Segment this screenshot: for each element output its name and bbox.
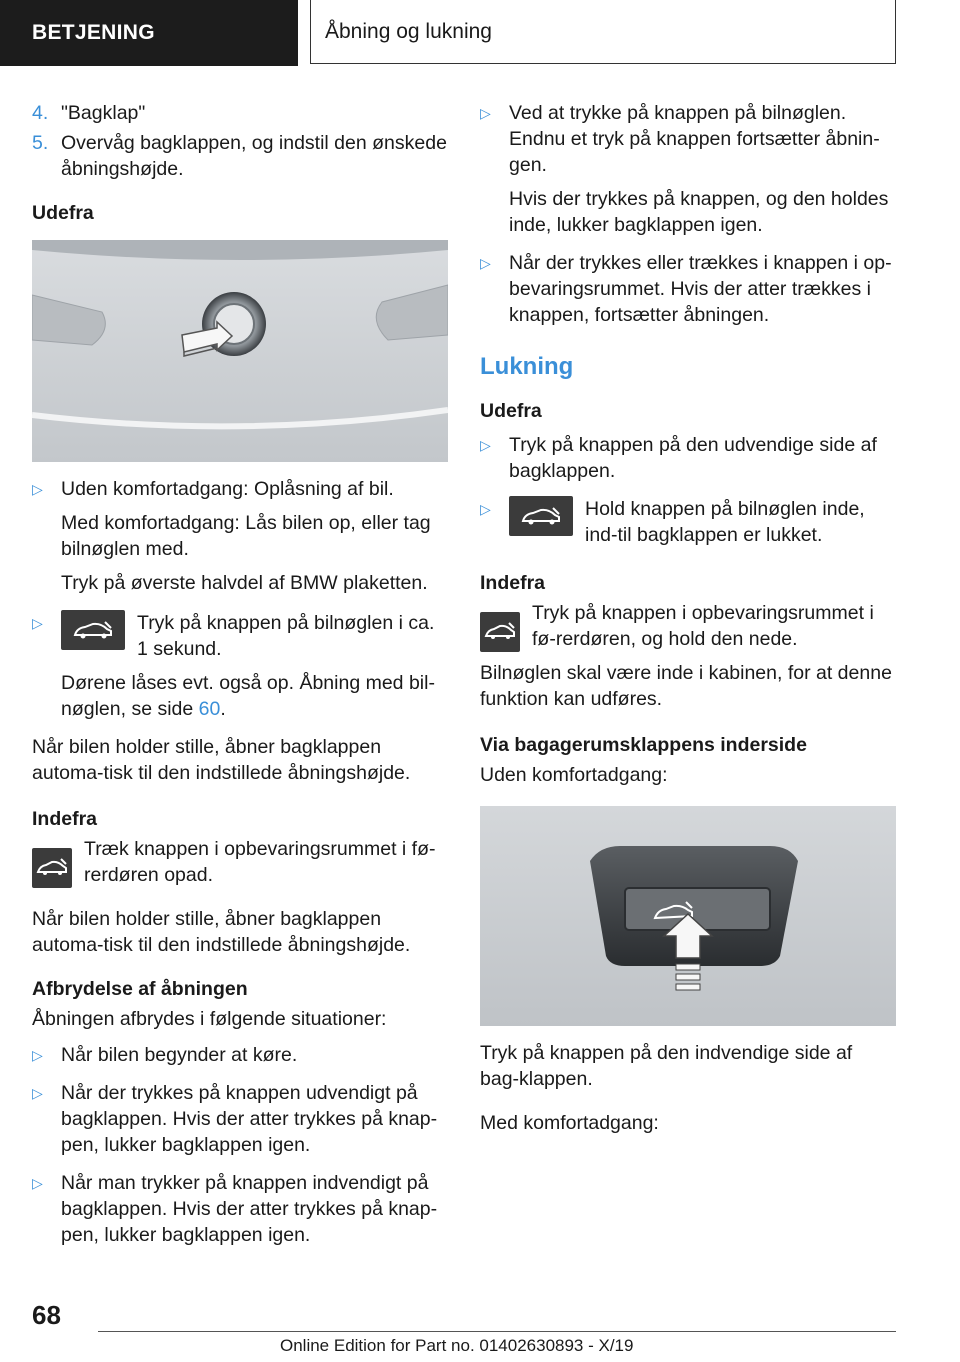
- via-heading: Via bagagerumsklappens inderside: [480, 734, 807, 756]
- triangle-bullet-icon: ▷: [480, 501, 491, 517]
- right-column: [480, 100, 896, 1154]
- auto-open-paragraph: Når bilen holder stille, åbner bagklappen automa-tisk til den indstillede åbningshøjde.: [32, 908, 411, 956]
- bullet-item: [32, 1170, 448, 1248]
- inside-tailgate-button-photo: [480, 806, 896, 1026]
- bullet-text: Når man trykker på knappen indvendigt på bagklappen. Hvis der atter trykkes på knap-pen, lukker bagklappen igen.: [61, 1172, 438, 1246]
- triangle-bullet-icon: ▷: [480, 437, 491, 453]
- step-text: Overvåg bagklappen, og indstil den ønskede åbningshøjde.: [61, 132, 447, 180]
- triangle-bullet-icon: ▷: [32, 481, 43, 497]
- indefra-heading: Indefra: [32, 808, 98, 830]
- triangle-bullet-icon: ▷: [32, 1047, 43, 1063]
- triangle-bullet-icon: ▷: [32, 1085, 43, 1101]
- med-komfort-text: Med komfortadgang:: [480, 1112, 659, 1134]
- bullet-item: [32, 476, 448, 596]
- triangle-bullet-icon: ▷: [480, 255, 491, 271]
- step-text: "Bagklap": [61, 102, 146, 124]
- auto-open-paragraph: Når bilen holder stille, åbner bagklappen automa-tisk til den indstillede åbningshøjde.: [32, 736, 411, 784]
- udefra-heading: Udefra: [32, 202, 94, 224]
- triangle-bullet-icon: ▷: [32, 615, 43, 631]
- bullet-text: Uden komfortadgang: Oplåsning af bil.: [61, 478, 394, 500]
- bullet-item: [32, 1042, 448, 1068]
- afbryd-intro: Åbningen afbrydes i følgende situationer:: [32, 1008, 387, 1030]
- triangle-bullet-icon: ▷: [32, 1175, 43, 1191]
- page-header: [0, 0, 960, 66]
- indefra-text: Tryk på knappen i opbevaringsrummet i fø-rerdøren, og hold den nede.: [532, 602, 874, 650]
- bullet-text: Tryk på knappen på den udvendige side af bagklappen.: [509, 434, 877, 482]
- bullet-text: Med komfortadgang: Lås bilen op, eller tag bilnøglen med.: [61, 512, 431, 560]
- uden-komfort-text: Uden komfortadgang:: [480, 764, 668, 786]
- lukning-heading: Lukning: [480, 353, 574, 380]
- bullet-text: Når bilen begynder at køre.: [61, 1044, 298, 1066]
- tryk-inside-text: Tryk på knappen på den indvendige side af bag-klappen.: [480, 1042, 853, 1090]
- step-item: [32, 130, 448, 182]
- step-item: [32, 100, 448, 126]
- door-tailgate-button-icon: [480, 612, 520, 652]
- bullet-text: Dørene låses evt. også op. Åbning med bil-nøglen, se side 60.: [61, 672, 435, 720]
- bilnogle-paragraph: Bilnøglen skal være inde i kabinen, for at denne funktion kan udføres.: [480, 662, 892, 710]
- bullet-text: Når der trykkes eller trækkes i knappen i op-bevaringsrummet. Hvis der atter trækkes i knappen, fortsætter åbningen.: [509, 252, 892, 326]
- bullet-item: [32, 610, 448, 722]
- bullet-item: [480, 250, 896, 328]
- indefra-text: Træk knappen i opbevaringsrummet i fø-rerdøren opad.: [84, 838, 436, 886]
- page-link[interactable]: 60: [198, 698, 221, 720]
- footer-divider: [98, 1331, 896, 1332]
- door-tailgate-button-icon: [32, 848, 72, 888]
- triangle-bullet-icon: ▷: [480, 105, 491, 121]
- page-title: Åbning og lukning: [310, 0, 896, 64]
- step-number: 4.: [32, 102, 49, 124]
- bullet-text: Hold knappen på bilnøglen inde, ind-til bagklappen er lukket.: [585, 498, 865, 546]
- bullet-item: [480, 100, 896, 238]
- bullet-text: Ved at trykke på knappen på bilnøglen. Endnu et tryk på knappen fortsætter åbnin-gen.: [509, 102, 880, 176]
- indefra-heading: Indefra: [480, 572, 546, 594]
- step-number: 5.: [32, 132, 49, 154]
- udefra-heading: Udefra: [480, 400, 542, 422]
- tailgate-badge-photo: [32, 240, 448, 462]
- left-column: [32, 100, 448, 1260]
- section-label: BETJENING: [0, 0, 298, 66]
- bullet-text: Hvis der trykkes på knappen, og den holdes inde, lukker bagklappen igen.: [509, 188, 889, 236]
- bullet-item: [480, 496, 896, 548]
- bullet-text: Tryk på knappen på bilnøglen i ca. 1 sekund.: [137, 612, 435, 660]
- bullet-text: Tryk på øverste halvdel af BMW plaketten.: [61, 572, 428, 594]
- key-tailgate-button-icon: [509, 496, 573, 536]
- afbryd-heading: Afbrydelse af åbningen: [32, 978, 248, 1000]
- page-number: 68: [32, 1300, 61, 1330]
- tailgate-badge-illustration: [32, 240, 448, 462]
- inside-button-illustration: [480, 806, 896, 1026]
- bullet-item: [32, 1080, 448, 1158]
- bullet-item: [480, 432, 896, 484]
- edition-text: Online Edition for Part no. 01402630893 - X/19: [280, 1336, 634, 1355]
- bullet-text: Når der trykkes på knappen udvendigt på bagklappen. Hvis der atter trykkes på knap-pen, lukker bagklappen igen.: [61, 1082, 438, 1156]
- key-tailgate-button-icon: [61, 610, 125, 650]
